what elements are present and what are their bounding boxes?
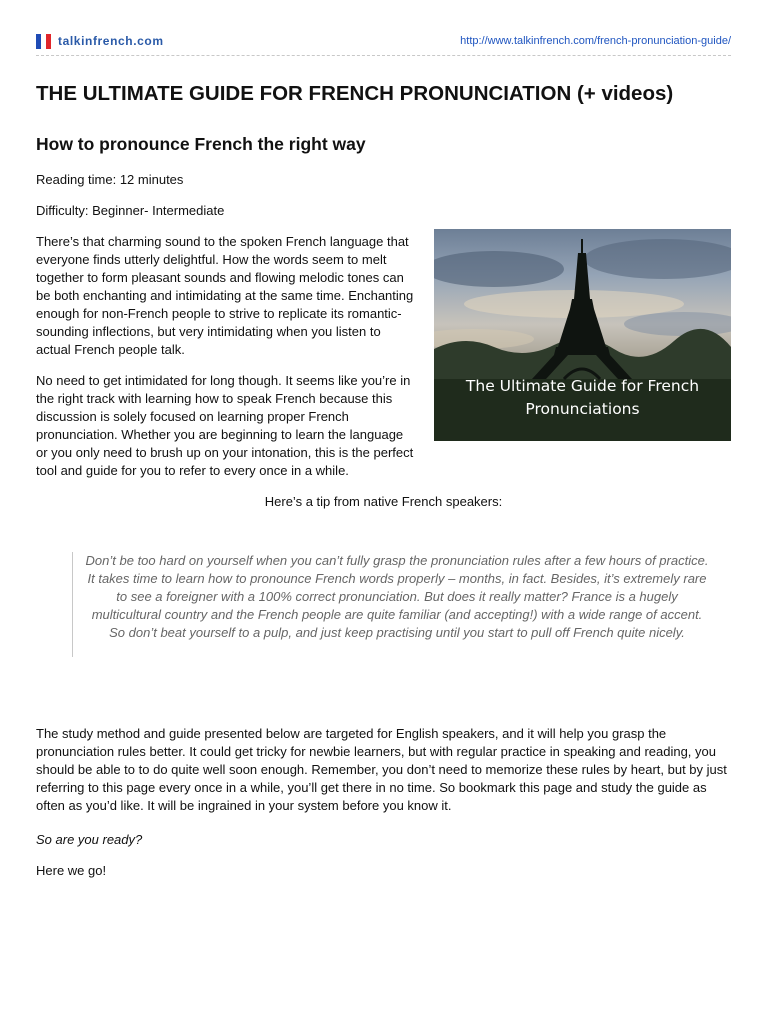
header-divider	[36, 55, 731, 56]
second-paragraph: No need to get intimidated for long though. It seems like you’re in the right track with learning how to speak French because this discussion is solely focused on learning proper French pronunciation. Whether you are beginning to learn the language or you only need to brush up on your intonation, this is the perfect tool and guide for you to refer to every once in a while.	[36, 373, 414, 478]
article-content	[36, 78, 731, 880]
article-title: THE ULTIMATE GUIDE FOR FRENCH PRONUNCIATION (+ videos)	[36, 82, 674, 105]
page-header	[36, 33, 731, 51]
tip-intro: Here’s a tip from native French speakers:	[264, 494, 503, 509]
native-speaker-quote	[72, 552, 731, 657]
study-method-paragraph: The study method and guide presented below are targeted for English speakers, and it will help you grasp the pronunciation rules better. It could get tricky for newbie learners, but with regular practice in speaking and reading, you should be able to to do quite well soon enough. Remember, you don’t need to memorize these rules by heart, but by just referring to this page every once in a while, you’ll get there in no time. So bookmark this page and study the guide as often as you’d like. It will be ingrained in your system before you know it.	[36, 726, 727, 813]
site-name-link[interactable]: talkinfrench.com	[58, 34, 164, 48]
reading-time: Reading time: 12 minutes	[36, 172, 184, 187]
ready-question: So are you ready?	[36, 832, 143, 847]
flag-red-stripe	[46, 34, 51, 49]
image-caption: The Ultimate Guide for French Pronunciations	[465, 377, 700, 418]
eiffel-tower-image	[434, 229, 731, 441]
intro-paragraph: There’s that charming sound to the spoken French language that everyone finds utterly delightful. How the words seem to melt together to form pleasant sounds and flowing melodic tones can be both enchanting and intimidating at the same time. Enchanting enough for non-French people to strive to replicate its romantic-sounding inflections, but very intimidating when you listen to actual French people talk.	[36, 234, 414, 357]
article-subtitle: How to pronounce French the right way	[36, 134, 366, 154]
difficulty-level: Difficulty: Beginner- Intermediate	[36, 203, 225, 218]
here-we-go-text: Here we go!	[36, 863, 107, 878]
page-url-link[interactable]: http://www.talkinfrench.com/french-pronunciation-guide/	[460, 35, 731, 47]
french-flag-icon	[36, 34, 51, 49]
quote-text: Don’t be too hard on yourself when you can’t fully grasp the pronunciation rules after a few hours of practice. It takes time to learn how to pronounce French words properly – months, in fact. Besides, it’s extremely rare to see a foreigner with a 100% correct pronunciation. But does it really matter? France is a hugely multicultural country and the French people are quite familiar (and accepting!) with a wide range of accent. So don’t beat yourself to a pulp, and just keep practising until you start to pull off French quite nicely.	[85, 553, 709, 640]
